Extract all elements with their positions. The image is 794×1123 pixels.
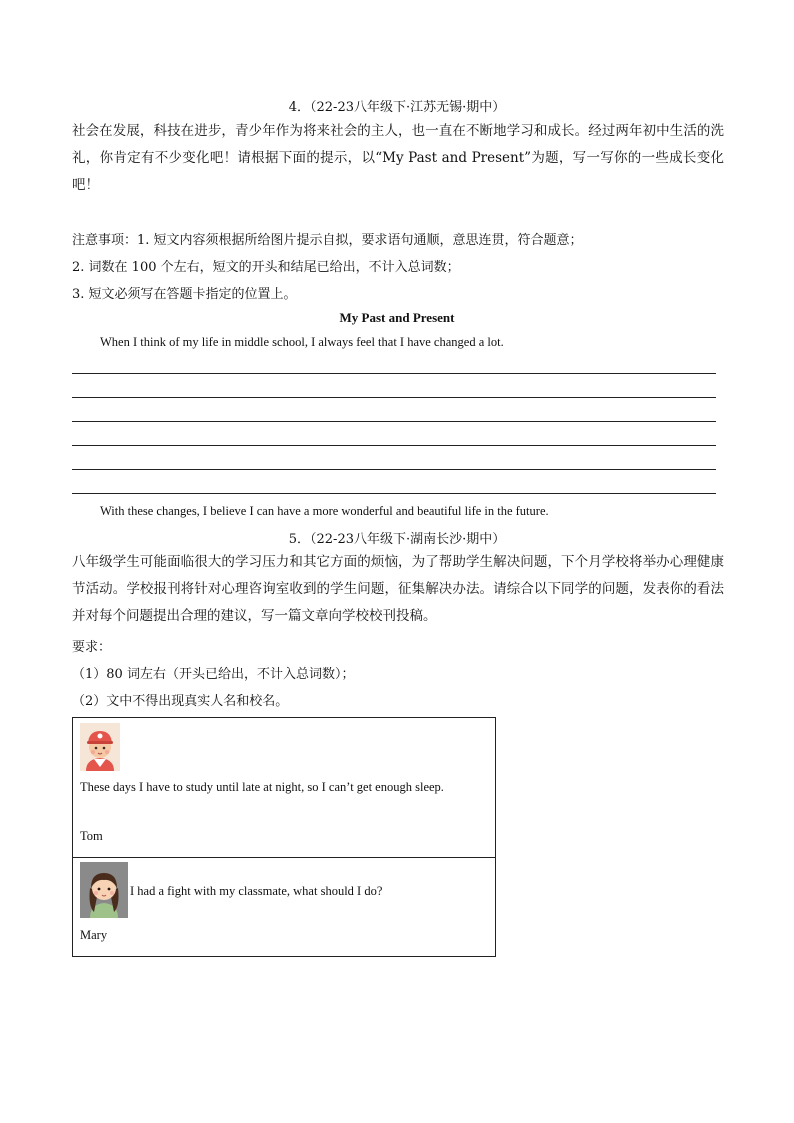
tom-question: These days I have to study until late at night, so I can’t get enough sleep.: [80, 780, 444, 794]
question-5-prompt: 八年级学生可能面临很大的学习压力和其它方面的烦恼，为了帮助学生解决问题，下个月学校将举办心理健康节活动。学校报刊将针对心理咨询室收到的学生问题，征集解决办法。请综合以下同学的问题，发表你的看法并对每个问题提出合理的建议，写一篇文章向学校校刊投稿。: [72, 554, 724, 624]
answer-line: [72, 421, 716, 422]
answer-line: [72, 445, 716, 446]
mary-name: Mary: [80, 928, 108, 942]
essay-opening: When I think of my life in middle school, I always feel that I have changed a lot.: [100, 335, 504, 349]
question-4-prompt: 社会在发展，科技在进步，青少年作为将来社会的主人，也一直在不断地学习和成长。经过两年初中生活的洗礼，你肯定有不少变化吧！请根据下面的提示，以“My Past and Present”为题，写一写你的一些成长变化吧！: [72, 123, 724, 193]
mary-avatar-icon: [80, 862, 128, 918]
answer-line: [72, 469, 716, 470]
note-3: 3. 短文必须写在答题卡指定的位置上。: [72, 287, 297, 302]
requirement-1: （1）80 词左右（开头已给出，不计入总词数）；: [72, 667, 355, 682]
answer-line: [72, 373, 716, 374]
note-1: 注意事项：1. 短文内容须根据所给图片提示自拟，要求语句通顺，意思连贯，符合题意；: [72, 233, 583, 248]
question-4-heading: 4．（22-23八年级下·江苏无锡·期中）: [288, 100, 506, 115]
essay-closing: With these changes, I believe I can have a more wonderful and beautiful life in the future.: [100, 504, 549, 518]
answer-line: [72, 493, 716, 494]
essay-title: My Past and Present: [339, 310, 455, 325]
answer-line: [72, 397, 716, 398]
requirements-title: 要求：: [72, 640, 112, 655]
tom-avatar-icon: [80, 723, 120, 771]
tom-name: Tom: [80, 829, 103, 843]
box-divider: [72, 857, 496, 858]
note-2: 2. 词数在 100 个左右，短文的开头和结尾已给出，不计入总词数；: [72, 260, 460, 275]
question-5-heading: 5．（22-23八年级下·湖南长沙·期中）: [288, 532, 506, 547]
mary-question: I had a fight with my classmate, what should I do?: [130, 884, 383, 898]
student-questions-box: [72, 717, 496, 957]
requirement-2: （2）文中不得出现真实人名和校名。: [72, 694, 289, 709]
